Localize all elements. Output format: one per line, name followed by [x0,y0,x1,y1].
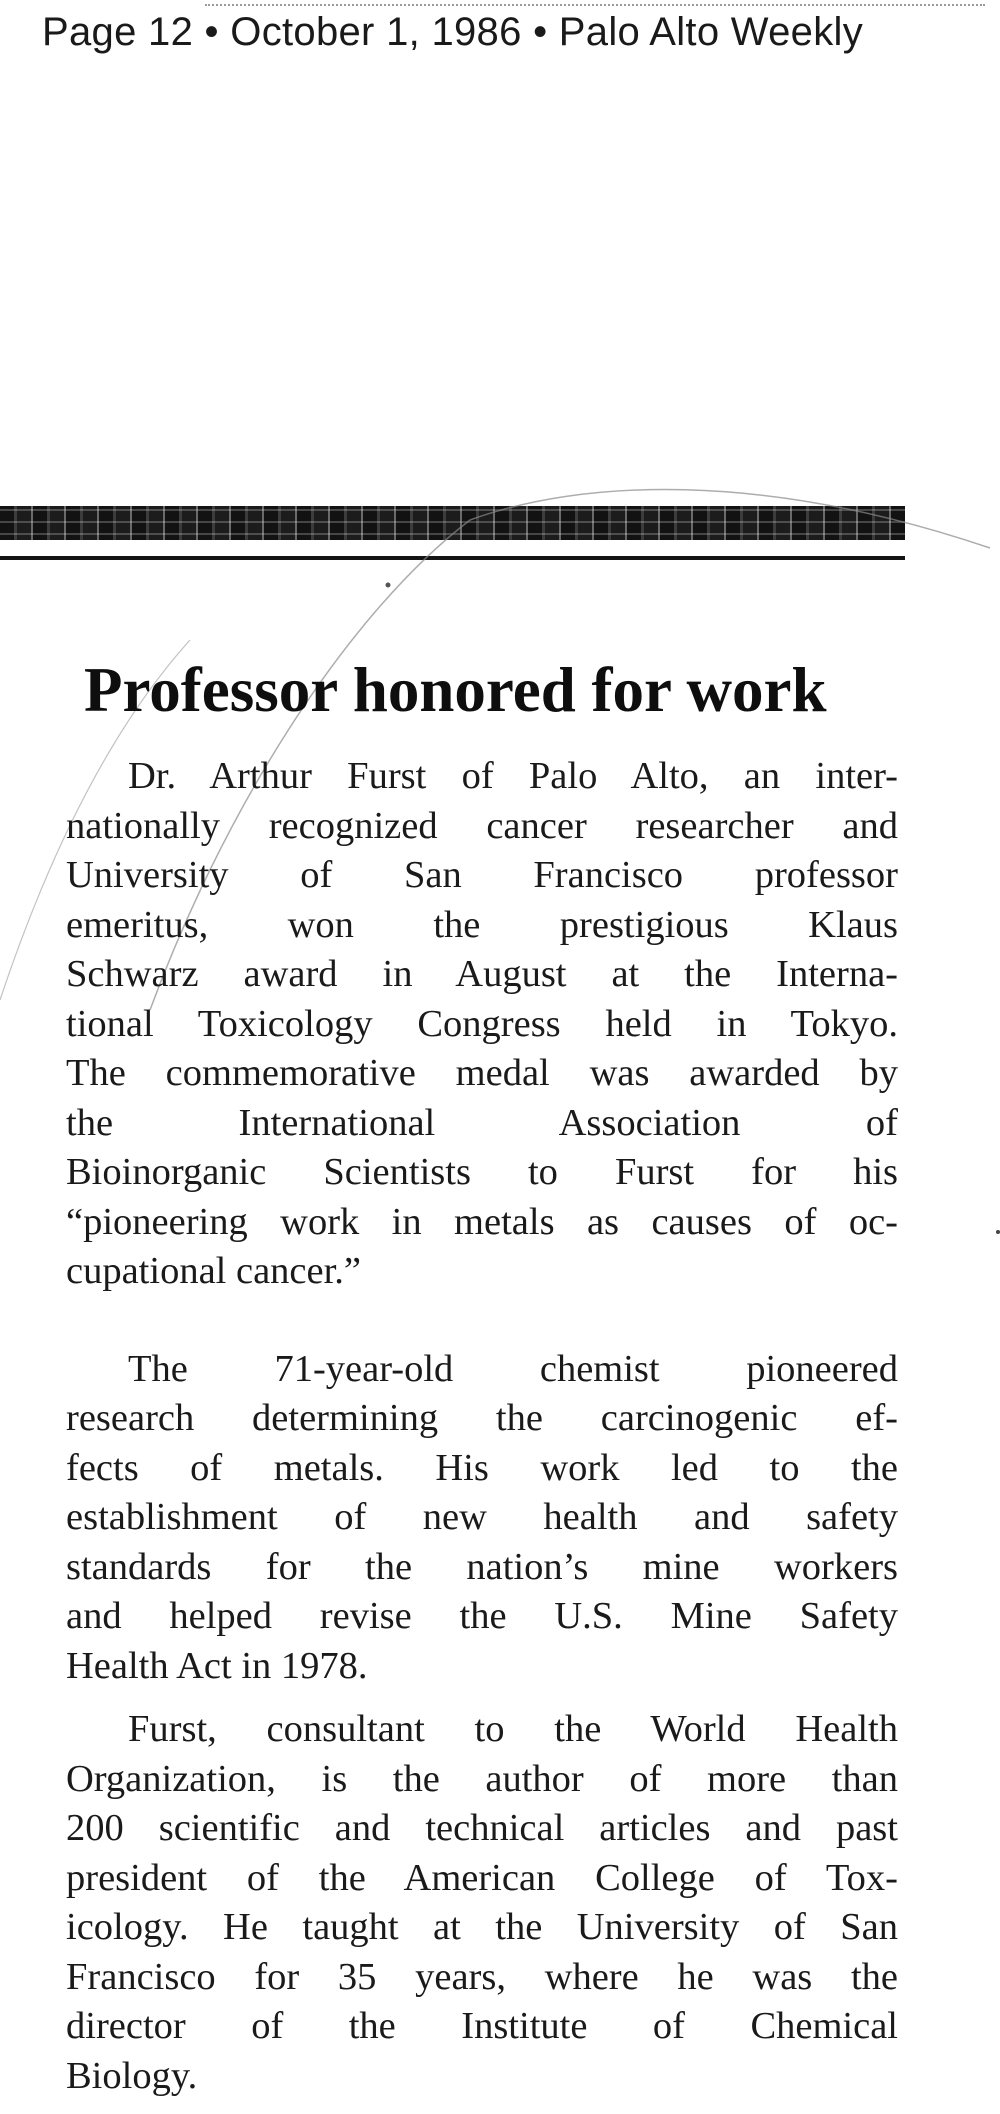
article-line: Organization, is the author of more than [66,1757,898,1800]
article-line: Schwarz award in August at the Interna- [66,953,898,995]
article-line: Health Act in 1978. [66,1644,368,1687]
article-line: research determining the carcinogenic ef- [66,1397,898,1439]
article-body [66,752,898,2101]
rule-band-texture [0,506,905,540]
article-line: Biology. [66,2054,198,2097]
article-line: University of San Francisco professor [66,854,898,896]
section-rule [0,556,905,560]
article-line: The 71-year-old chemist pioneered [128,1347,898,1390]
article-line: nationally recognized cancer researcher and [66,804,898,847]
article-line: standards for the nation’s mine workers [66,1545,898,1588]
article-line: icology. He taught at the University of San [66,1906,898,1948]
article-line: The commemorative medal was awarded by [66,1052,898,1094]
article-line: and helped revise the U.S. Mine Safety [66,1595,898,1637]
article-paragraph [66,1705,898,2101]
article-line: “pioneering work in metals as causes of oc- [66,1200,898,1243]
article-paragraph [66,1345,898,1692]
article-headline: Professor honored for work [84,655,827,725]
article-line: director of the Institute of Chemical [66,2005,898,2047]
article-line: cupational cancer.” [66,1250,361,1292]
article-line: emeritus, won the prestigious Klaus [66,903,898,946]
article-line: president of the American College of Tox- [66,1856,898,1899]
publication-name: Palo Alto Weekly [558,10,864,54]
issue-date: October 1, 1986 [230,10,522,54]
header-separator: • [533,10,548,54]
article-line: Furst, consultant to the World Health [128,1708,898,1750]
article-line: Bioinorganic Scientists to Furst for his [66,1151,898,1193]
page-header [42,6,982,58]
article-line: the International Association of [66,1101,898,1144]
article-line: establishment of new health and safety [66,1496,898,1538]
article-line: Dr. Arthur Furst of Palo Alto, an inter- [128,755,898,797]
article-line: tional Toxicology Congress held in Tokyo. [66,1002,898,1045]
article-line: Francisco for 35 years, where he was the [66,1955,898,1998]
article-line: 200 scientific and technical articles and past [66,1807,898,1849]
page-number: Page 12 [42,10,194,54]
article-line: fects of metals. His work led to the [66,1446,898,1489]
header-separator: • [204,10,219,54]
article-paragraph [66,752,898,1297]
